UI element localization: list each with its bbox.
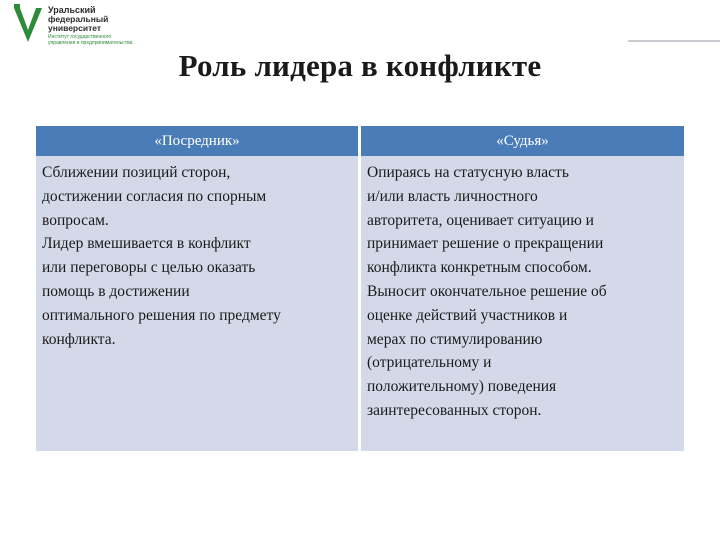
logo-line-4: Институт государственного <box>48 34 112 40</box>
cell-mediator-description: Сближении позиций сторон, достижении согласия по спорным вопросам. Лидер вмешивается в конфликт или переговоры с целью оказать помощь в достижении оптимального решения по предмету конфликта. <box>36 156 358 451</box>
logo-text <box>48 6 132 46</box>
logo-line-5: управления и предпринимательства <box>48 40 133 46</box>
cell-judge-description: Опираясь на статусную власть и/или власть личностного авторитета, оценивает ситуацию и принимает решение о прекращении конфликта конкретным способом. Выносит окончательное решение об оценке действий участников и мерах по стимулированию (отрицательному и положительному) поведения заинтересованных сторон. <box>361 156 684 451</box>
column-header-mediator: «Посредник» <box>36 126 358 156</box>
logo-line-2: федеральный <box>48 14 109 24</box>
slide-title: Роль лидера в конфликте <box>178 48 542 83</box>
leader-roles-table <box>36 126 684 451</box>
university-logo <box>12 4 202 48</box>
column-header-judge: «Судья» <box>361 126 684 156</box>
header-rule <box>628 40 720 42</box>
logo-line-1: Уральский <box>48 5 96 15</box>
ural-university-emblem-icon <box>12 4 46 46</box>
logo-line-3: университет <box>48 23 102 33</box>
